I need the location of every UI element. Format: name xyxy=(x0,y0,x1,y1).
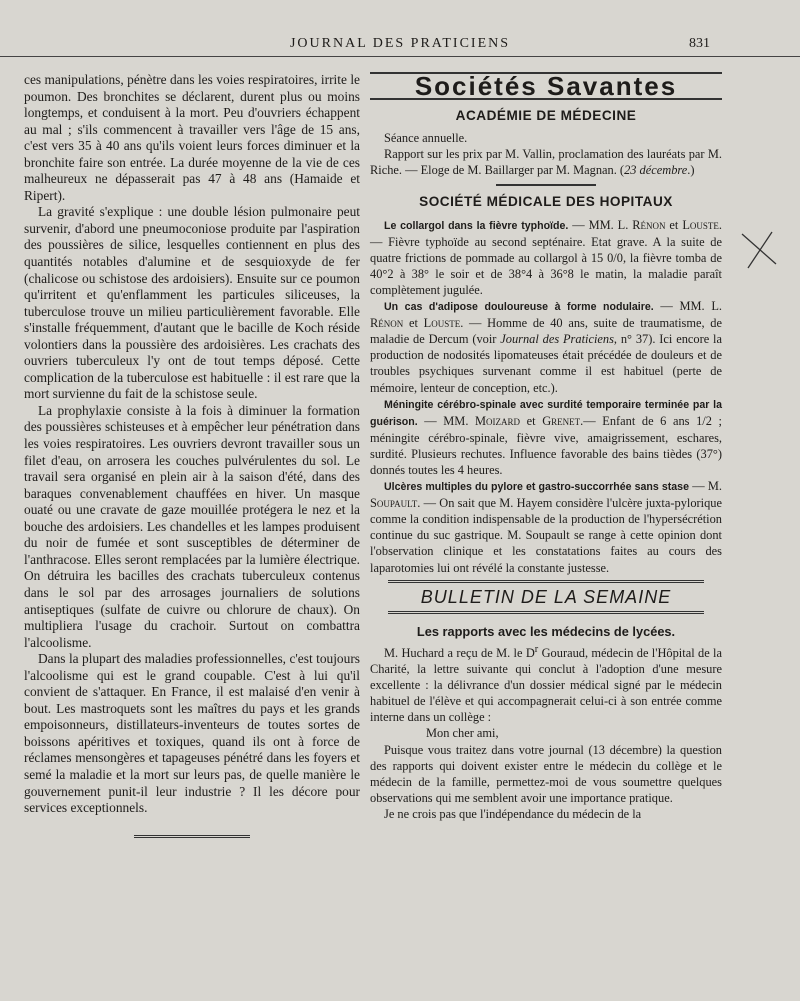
left-column xyxy=(24,72,360,838)
bulletin-paragraph-1: M. Huchard a reçu de M. le $D^r$ Gouraud, médecin de l'Hôpital de la Charité, la lettre suivante qui conclut à l'adoption d'une mesure excellente : la délivrance d'un dossier médical signé par le médecin habituel de l'élève et qui accompagnerait celui-ci à son entrée comme interne dans un collège : xyxy=(370,643,722,725)
letter-salutation: Mon cher ami, xyxy=(426,726,499,741)
bulletin-heading: BULLETIN DE LA SEMAINE xyxy=(388,580,704,614)
academie-session: Séance annuelle. xyxy=(384,131,468,146)
right-column xyxy=(370,72,722,822)
societe-item-4: Ulcères multiples du pylore et gastro-succorrhée sans stase — M. Soupault. — On sait que M. Hayem considère l'ulcère juxta-pylorique comme la condition indispensable de la production de l'hypersécrétion continue du suc gastrique. M. Soupault se range à cette opinion dont l'observation clinique et les constatations faites au cours des laparotomies lui ont révélé la constante justesse. xyxy=(370,479,722,575)
bulletin-subheading: Les rapports avec les médecins de lycées. xyxy=(416,623,676,639)
bulletin-paragraph-3: Je ne crois pas que l'indépendance du médecin de la xyxy=(384,806,642,821)
journal-title: JOURNAL DES PRATICIENS xyxy=(289,36,511,51)
left-paragraph-2: La gravité s'explique : une double lésion pulmonaire peut survenir, d'abord une pneumoconiose produite par l'aspiration des poussières de silice, lesquelles contiennent en plus des quantités notables d'alumine et de sesquioxyde de fer (chalicose ou schistose des ardoisiers). Ensuite sur ce poumon qu'irritent et qu'enflamment les particules siliceuses, la tuberculose trouve un milieu particulièrement favorable. Elle s'installe fréquemment, d'autant que le bacille de Koch réside volontiers dans la poussière des ardoisières. Les crachats des ouvriers tuberculeux l'y ont de tout temps déposé. Cette complication de la tuberculose est habituelle : il est rare que la mort survienne du fait de la schistose seule. xyxy=(24,204,360,402)
societe-heading: SOCIÉTÉ MÉDICALE DES HOPITAUX xyxy=(419,194,673,210)
handwritten-cross-mark xyxy=(738,228,780,270)
section-title: Sociétés Savantes xyxy=(370,72,722,100)
societe-item-2: Un cas d'adipose douloureuse à forme nodulaire. — MM. L. Rénon et Louste. — Homme de 40 ans, suite de traumatisme, de maladie de Dercum (voir Journal des Praticiens, n° 37). Ici encore la production de nodosités lipomateuses était précédée de douleurs et de troubles psychiques survenant comme il est habituel (perte de mémoire, lenteur de conception, etc.). xyxy=(370,299,722,395)
academie-report: Rapport sur les prix par M. Vallin, proclamation des lauréats par M. Riche. — Eloge de M. Baillarger par M. Magnan. (23 décembre.) xyxy=(370,147,722,178)
left-paragraph-1: ces manipulations, pénètre dans les voies respiratoires, irrite le poumon. Des bronchites se déclarent, durent plus ou moins longtemps, et conduisent à la mort. Peu d'ouvriers échappent au mal ; s'ils commencent à travailler vers l'âge de 15 ans, c'est vers 35 à 40 ans qu'ils voient leurs forces diminuer et la bronchite faire son entrée. La durée moyenne de la vie de ces malheureux ne dépasserait pas 47 à 48 ans (Hamaide et Ripert). xyxy=(24,72,360,203)
societe-item-3: Méningite cérébro-spinale avec surdité temporaire terminée par la guérison. — MM. Moizard et Grenet.— Enfant de 6 ans 1/2 ; méningite cérébro-spinale, fièvre vive, amaigrissement, eschares, surdité. Plusieurs rechutes. Influence favorable des bains tièdes (37°) donnés toutes les 4 heures. xyxy=(370,398,722,477)
societe-item-1: Le collargol dans la fièvre typhoïde. — MM. L. Rénon et Louste. — Fièvre typhoïde au second septénaire. Etat grave. A la suite de quatre frictions de pommade au collargol à 15 0/0, la fièvre tomba de 40°2 à 38° le soir et de 38°4 à 36°8 le matin, la maladie paraît complètement jugulée. xyxy=(370,217,722,297)
page-header xyxy=(0,36,800,57)
bulletin-paragraph-2: Puisque vous traitez dans votre journal (13 décembre) la question des rapports qui doivent exister entre le médecin du collège et le médecin de la famille, permettez-moi de vous soumettre quelques observations qui me semblent avoir une importance pratique. xyxy=(370,742,722,805)
academie-heading: ACADÉMIE DE MÉDECINE xyxy=(455,108,637,124)
end-rule xyxy=(134,835,250,838)
left-paragraph-4: Dans la plupart des maladies professionnelles, c'est toujours l'alcoolisme qui est le grand coupable. C'est à lui qu'il convient de s'attaquer. En France, il est malaisé d'en venir à bout. Les mastroquets sont les maîtres du pays et les grands empoisonneurs, distillateurs-inventeurs de toutes sortes de boissons apéritives et toxiques, quand ils ont à force de réclames mensongères et tapageuses pénétré dans les foyers et semé la maladie et la mort sur leurs pas, de quelle manière le gouvernement punit-il leur industrie ? Il les décore pour services exceptionnels. xyxy=(24,651,360,816)
section-divider xyxy=(496,184,596,186)
page-number: 831 xyxy=(689,36,710,51)
left-paragraph-3: La prophylaxie consiste à la fois à diminuer la formation des poussières schisteuses et à empêcher leur pénétration dans les voies respiratoires. Les ouvriers devront travailler sous un filet d'eau, on arrosera les couches pulvérulentes du sol. Le travail sera organisé en plein air à la saison d'été, dans des baraques convenablement chauffées en hiver. Un masque ouaté ou une cravate de gaze mouillée protégera le nez et la bouche des ardoisiers. Les chandelles et les lampes produisent du noir de fumée et sont susceptibles de déterminer de l'anthracose. Elles seront remplacées par la lumière électrique. On détruira les bacilles des crachats tuberculeux contenus dans le sol par des arrosages journaliers de solutions antiseptiques (sulfate de cuivre ou chlorure de chaux). On multipliera l'usage du crachoir. Surtout on combattra l'alcoolisme. xyxy=(24,402,360,650)
